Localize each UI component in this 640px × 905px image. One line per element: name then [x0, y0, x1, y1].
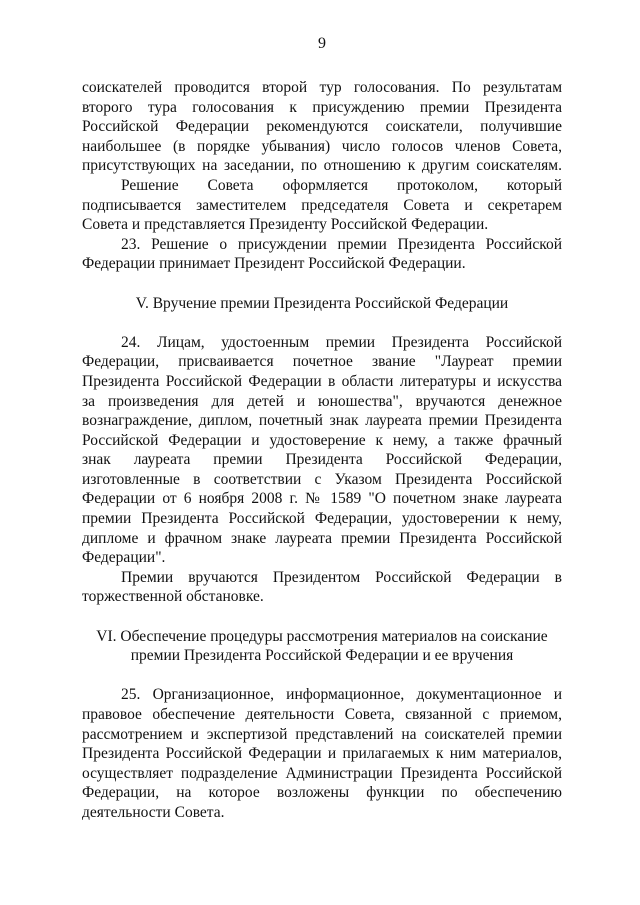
text-line: присутствующих на заседании, по отношению к другим соискателям.	[82, 157, 562, 175]
text-line: Премии вручаются Президентом Российской Федерации в	[121, 568, 562, 586]
text-line: подписывается заместителем председателя Совета и секретарем	[82, 196, 562, 214]
page-number: 9	[318, 35, 326, 52]
spacer	[82, 666, 562, 686]
text-line: дипломе и фрачном знаке лауреата премии Президента Российской	[82, 529, 562, 547]
text-line: соискателей проводится второй тур голосования. По результатам	[82, 79, 562, 96]
text-line: осуществляет подразделение Администрации Президента Российской	[82, 764, 562, 782]
document-body	[82, 78, 562, 823]
spacer	[82, 274, 562, 294]
text-line: 24. Лицам, удостоенным премии Президента Российской	[121, 333, 562, 351]
text-line: торжественной обстановке.	[82, 588, 264, 606]
paragraph-25	[82, 685, 562, 822]
text-line: Федерации, присваивается почетное звание "Лауреат премии	[82, 353, 562, 371]
text-line: Российской Федерации и удостоверение к нему, а также фрачный	[82, 431, 562, 449]
paragraph-23	[82, 235, 562, 274]
text-line: Федерации от 6 ноября 2008 г. № 1589 "О почетном знаке лауреата	[82, 490, 562, 508]
text-line: второго тура голосования к присуждению премии Президента	[82, 98, 562, 116]
text-line: рассмотрением и экспертизой представлений на соискателей премии	[82, 725, 562, 743]
paragraph-continuation	[82, 78, 562, 176]
text-line: правовое обеспечение деятельности Совета, связанной с приемом,	[82, 706, 562, 723]
text-line: деятельности Совета.	[82, 803, 225, 821]
text-line: за произведения для детей и юношества", вручаются денежное	[82, 392, 562, 410]
text-line: Президента Российской Федерации и прилагаемых к ним материалов,	[82, 745, 562, 763]
text-line: Федерации принимает Президент Российской Федерации.	[82, 255, 466, 273]
section-heading-vi	[82, 627, 562, 666]
spacer	[82, 313, 562, 333]
text-line: Решение Совета оформляется протоколом, который	[121, 176, 562, 194]
paragraph-24	[82, 333, 562, 568]
text-line: премии Президента Российской Федерации, удостоверении к нему,	[82, 510, 562, 528]
text-line: Совета и представляется Президенту Российской Федерации.	[82, 216, 489, 234]
text-line: 23. Решение о присуждении премии Президента Российской	[121, 235, 562, 253]
text-line: Президента Российской Федерации в области литературы и искусства	[82, 372, 562, 390]
text-line: вознаграждение, диплом, почетный знак лауреата премии Президента	[82, 412, 562, 430]
text-line: Федерации, на которое возложены функции по обеспечению	[82, 784, 562, 802]
paragraph-awards	[82, 568, 562, 607]
text-line: наибольшее (в порядке убывания) число голосов членов Совета,	[82, 137, 562, 155]
text-line: 25. Организационное, информационное, документационное и	[121, 686, 562, 704]
spacer	[82, 607, 562, 627]
paragraph-decision	[82, 176, 562, 235]
text-line: знак лауреата премии Президента Российской Федерации,	[82, 451, 562, 469]
text-line: Федерации".	[82, 549, 166, 567]
text-line: изготовленные в соответствии с Указом Президента Российской	[82, 470, 562, 488]
heading-line: премии Президента Российской Федерации и ее вручения	[130, 647, 514, 665]
text-line: Российской Федерации рекомендуются соискатели, получившие	[82, 118, 562, 136]
heading-line: VI. Обеспечение процедуры рассмотрения материалов на соискание	[96, 627, 548, 645]
section-heading-v: V. Вручение премии Президента Российской Федерации	[135, 294, 509, 312]
